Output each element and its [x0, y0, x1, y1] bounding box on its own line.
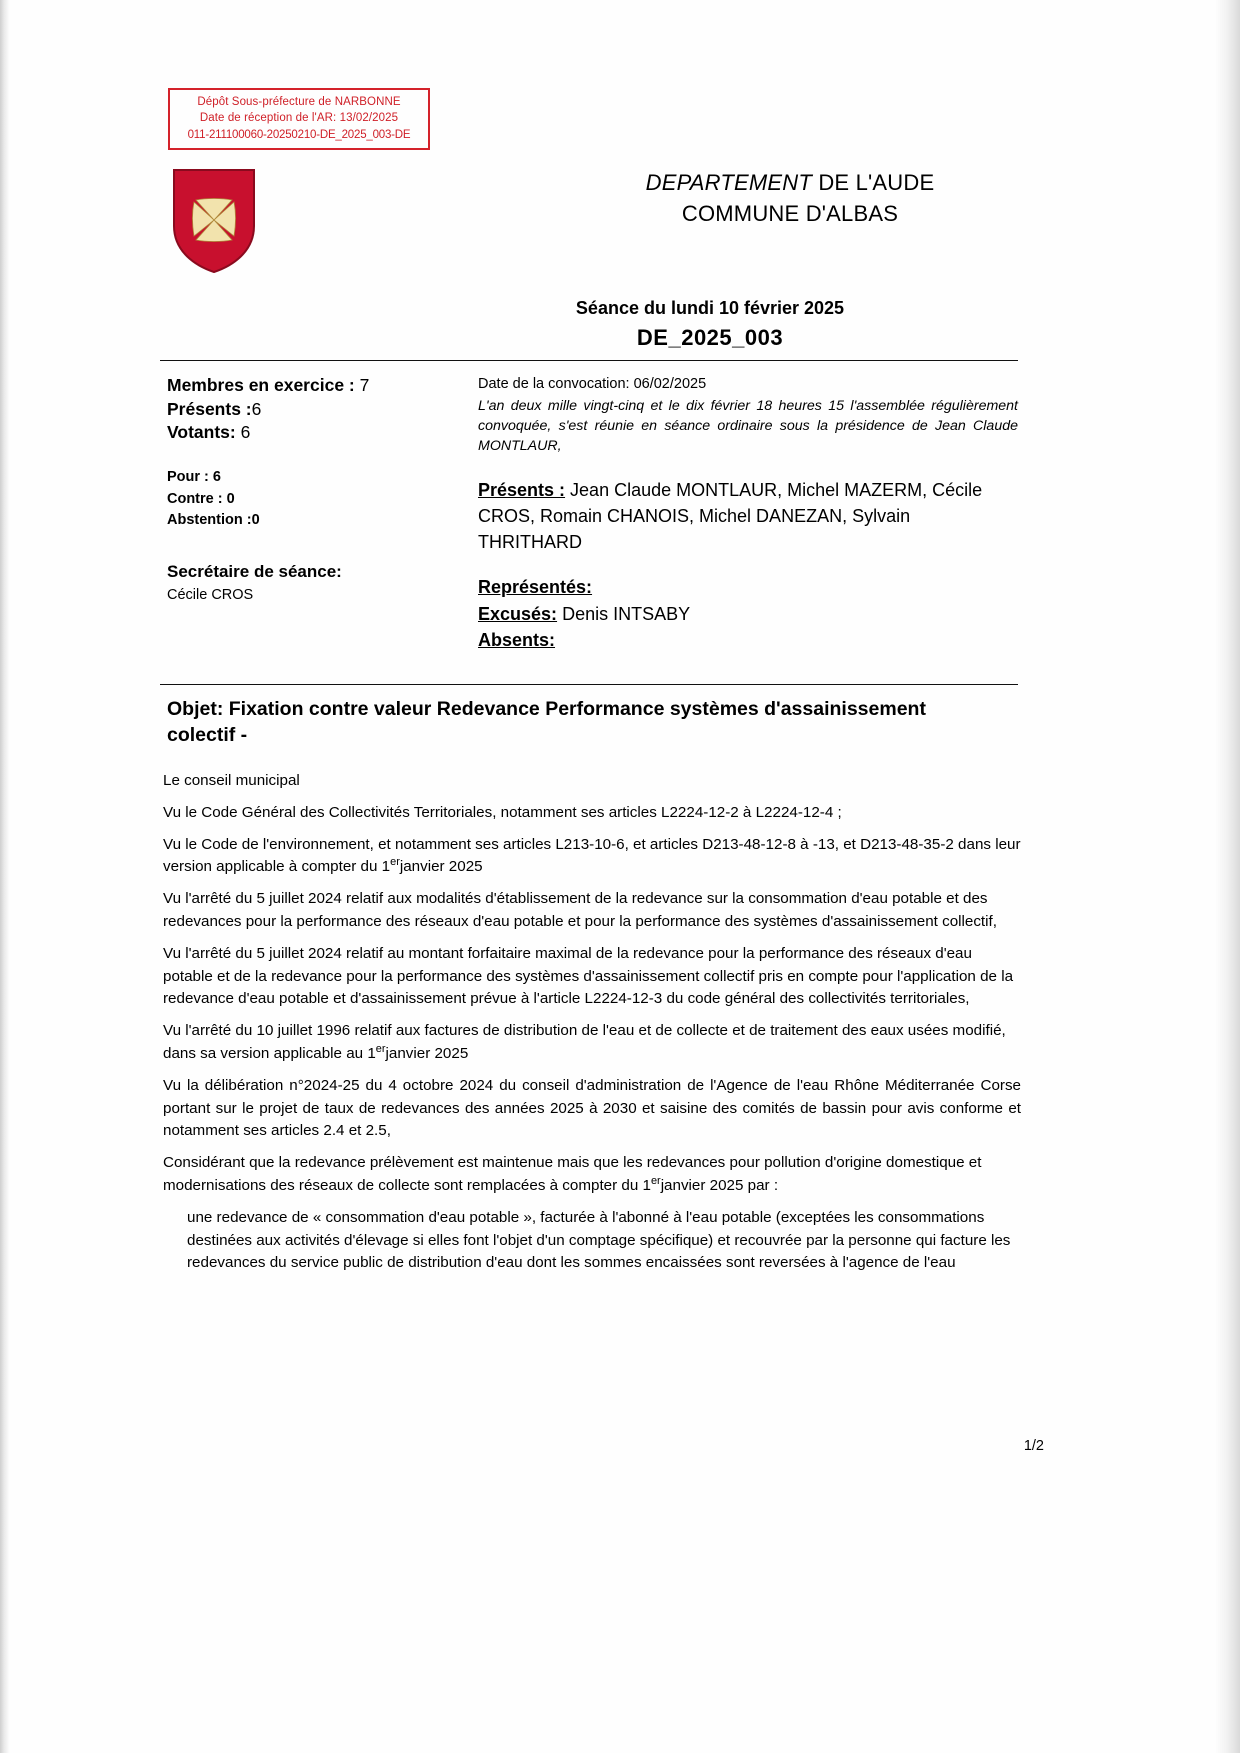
absents-label: Absents:	[478, 630, 556, 651]
presents-list: Jean Claude MONTLAUR, Michel MAZERM, Cécile CROS, Romain CHANOIS, Michel DANEZAN, Sylvain THRITHARD	[478, 480, 983, 552]
body-vu-arrete-1996-sup: er	[375, 1042, 386, 1055]
stamp-line-date: Date de réception de l'AR: 13/02/2025	[199, 112, 399, 125]
presents-count-label: Présents :	[167, 398, 252, 419]
body-vu-environnement-a: Vu le Code de l'environnement, et notamment ses articles L213-10-6, et articles D213-48-12-8 à -13, et D213-48-35-2 dans leur version applicable à compter du 1	[163, 835, 1021, 876]
body-vu-cgct: Vu le Code Général des Collectivités Territoriales, notamment ses articles L2224-12-2 à L2224-12-4 ;	[163, 803, 842, 821]
deliberation-body	[163, 770, 1021, 1284]
stamp-line-depot: Dépôt Sous-préfecture de NARBONNE	[197, 96, 401, 108]
presents-count-row	[167, 398, 467, 422]
membres-value: 7	[359, 375, 370, 395]
body-redevance-consommation: une redevance de « consommation d'eau potable », facturée à l'abonné à l'eau potable (exceptées les consommations destinées aux activités d'élevage si elles font l'objet d'un comptage spécifique) et recouvrée par la personne qui facture les redevances du service public de distribution d'eau dont les sommes encaissées sont reversées à l'agence de l'eau	[187, 1208, 1011, 1272]
prefecture-deposit-stamp	[168, 88, 430, 150]
membres-en-exercice-row	[167, 374, 467, 398]
body-intro: Le conseil municipal	[163, 772, 300, 789]
representes-label: Représentés:	[478, 577, 593, 598]
votants-row	[167, 421, 467, 445]
vote-abstention: Abstention :0	[167, 512, 260, 529]
coat-of-arms-icon	[172, 168, 256, 274]
commune-title: COMMUNE D'ALBAS	[681, 201, 899, 226]
document-header	[560, 170, 1020, 227]
presents-block	[478, 478, 1018, 555]
body-vu-environnement-sup: er	[390, 856, 400, 869]
representes-row	[478, 575, 1018, 601]
stamp-line-reference: 011-211100060-20250210-DE_2025_003-DE	[187, 128, 411, 141]
body-vu-environnement-b: janvier 2025	[399, 858, 483, 876]
secretary-block	[167, 562, 467, 603]
divider-top	[160, 360, 1018, 361]
body-vu-arrete-1996	[163, 1020, 1021, 1066]
excuses-label: Excusés:	[478, 603, 558, 624]
vote-contre: Contre : 0	[167, 490, 235, 507]
body-vu-arrete-1996-a: Vu l'arrêté du 10 juillet 1996 relatif aux factures de distribution de l'eau et de collecte et de traitement des eaux usées modifié, dans sa version applicable au 1	[163, 1022, 1006, 1062]
presents-count-value: 6	[251, 398, 262, 419]
scan-edge-left	[0, 0, 10, 1753]
session-details	[478, 374, 1018, 655]
secretary-label: Secrétaire de séance:	[167, 562, 342, 582]
objet-heading: Objet: Fixation contre valeur Redevance Performance systèmes d'assainissement colectif -	[167, 698, 926, 746]
page-number: 1/2	[1023, 1438, 1044, 1454]
attendance-summary	[167, 374, 467, 603]
absents-row	[478, 628, 1018, 654]
body-considerant-a: Considérant que la redevance prélèvement est maintenue mais que les redevances pour pollution d'origine domestique et modernisations des réseaux de collecte sont remplacées à compter du 1	[163, 1154, 982, 1194]
vote-tally	[167, 467, 467, 532]
representation-block	[478, 575, 1018, 654]
session-date: Séance du lundi 10 février 2025	[575, 298, 845, 318]
body-vu-arrete-1996-b: janvier 2025	[385, 1044, 469, 1062]
excuses-row	[478, 602, 1018, 628]
body-considerant-sup: er	[650, 1174, 661, 1187]
divider-middle	[160, 684, 1018, 685]
membres-label: Membres en exercice :	[167, 375, 360, 395]
department-title-italic: DEPARTEMENT	[645, 170, 813, 195]
deliberation-number: DE_2025_003	[636, 325, 784, 350]
presents-label: Présents :	[478, 480, 566, 501]
scan-edge-right	[1214, 0, 1240, 1753]
department-title	[560, 170, 1020, 196]
body-vu-arrete-forfaitaire: Vu l'arrêté du 5 juillet 2024 relatif au montant forfaitaire maximal de la redevance pour la performance des réseaux d'eau potable et de la redevance pour la performance des systèmes d'assainissement collectif pris en compte pour l'application de la redevance d'eau potable et d'assainissement prévue à l'article L2224-12-3 du code général des collectivités territoriales,	[163, 944, 1014, 1008]
body-vu-environnement	[163, 834, 1021, 880]
session-recital: L'an deux mille vingt-cinq et le dix février 18 heures 15 l'assemblée régulièrement convoquée, s'est réunie en séance ordinaire sous la présidence de Jean Claude MONTLAUR,	[478, 398, 1018, 455]
votants-label: Votants:	[167, 422, 241, 443]
body-considerant-b: janvier 2025 par :	[660, 1176, 779, 1194]
excuses-value: Denis INTSABY	[557, 603, 691, 624]
body-considerant	[163, 1152, 1021, 1198]
secretary-name: Cécile CROS	[167, 587, 254, 604]
body-vu-deliberation-agence: Vu la délibération n°2024-25 du 4 octobre 2024 du conseil d'administration de l'Agence de l'eau Rhône Méditerranée Corse portant sur le projet de taux de redevances des années 2025 à 2030 et saisine des comités de bassin pour avis conforme et notamment ses articles 2.4 et 2.5,	[163, 1076, 1021, 1140]
votants-value: 6	[240, 422, 251, 443]
convocation-date: Date de la convocation: 06/02/2025	[478, 376, 707, 392]
body-vu-arrete-modalites: Vu l'arrêté du 5 juillet 2024 relatif aux modalités d'établissement de la redevance sur la consommation d'eau potable et des redevances pour la performance des réseaux d'eau potable et pour la performance des systèmes d'assainissement collectif,	[163, 890, 997, 930]
department-title-rest: DE L'AUDE	[812, 170, 935, 195]
vote-pour: Pour : 6	[167, 468, 221, 485]
